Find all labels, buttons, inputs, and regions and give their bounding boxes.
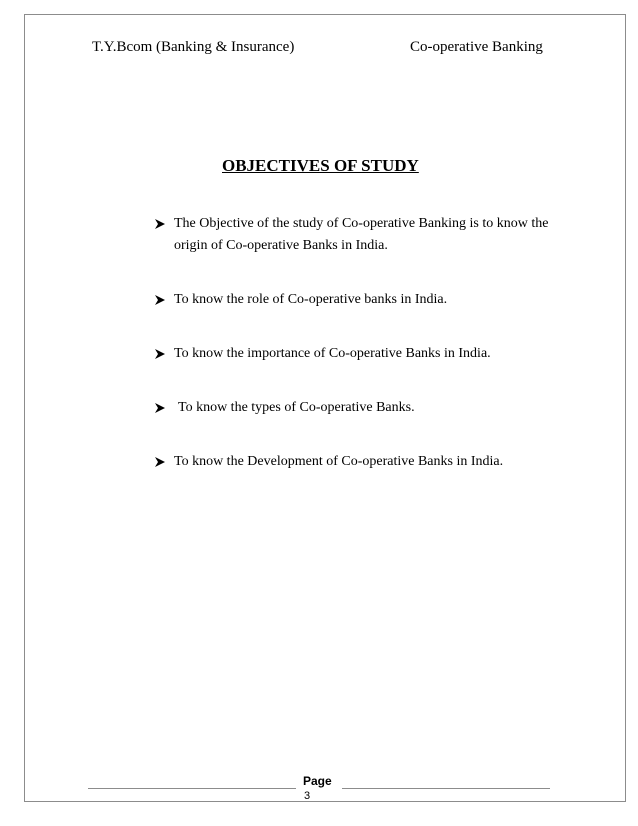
objective-text: To know the Development of Co-operative Banks in India.: [174, 454, 504, 469]
objective-item: [150, 451, 560, 473]
header-subject-title: Co-operative Banking: [410, 39, 543, 55]
arrowhead-bullet-icon: [154, 348, 166, 360]
objective-text: To know the role of Co-operative banks in India.: [174, 292, 448, 307]
objective-text: The Objective of the study of Co-operative Banking is to know the origin of Co-operative Banks in India.: [174, 216, 549, 253]
arrowhead-bullet-icon: [154, 218, 166, 230]
arrowhead-bullet-icon: [154, 456, 166, 468]
footer-page-number: 3: [304, 790, 311, 802]
header-course-title: T.Y.Bcom (Banking & Insurance): [92, 39, 295, 55]
objective-text: To know the types of Co-operative Banks.: [178, 400, 415, 415]
footer-page-label: Page: [303, 774, 332, 788]
objective-item: [150, 213, 560, 257]
objective-item: [150, 343, 560, 365]
page-title: OBJECTIVES OF STUDY: [222, 156, 419, 175]
objective-item: [150, 289, 560, 311]
objective-item: [150, 397, 560, 419]
arrowhead-bullet-icon: [154, 402, 166, 414]
objectives-list: [150, 213, 560, 505]
arrowhead-bullet-icon: [154, 294, 166, 306]
footer-divider-right: [342, 788, 550, 789]
footer-divider-left: [88, 788, 296, 789]
objective-text: To know the importance of Co-operative Banks in India.: [174, 346, 491, 361]
